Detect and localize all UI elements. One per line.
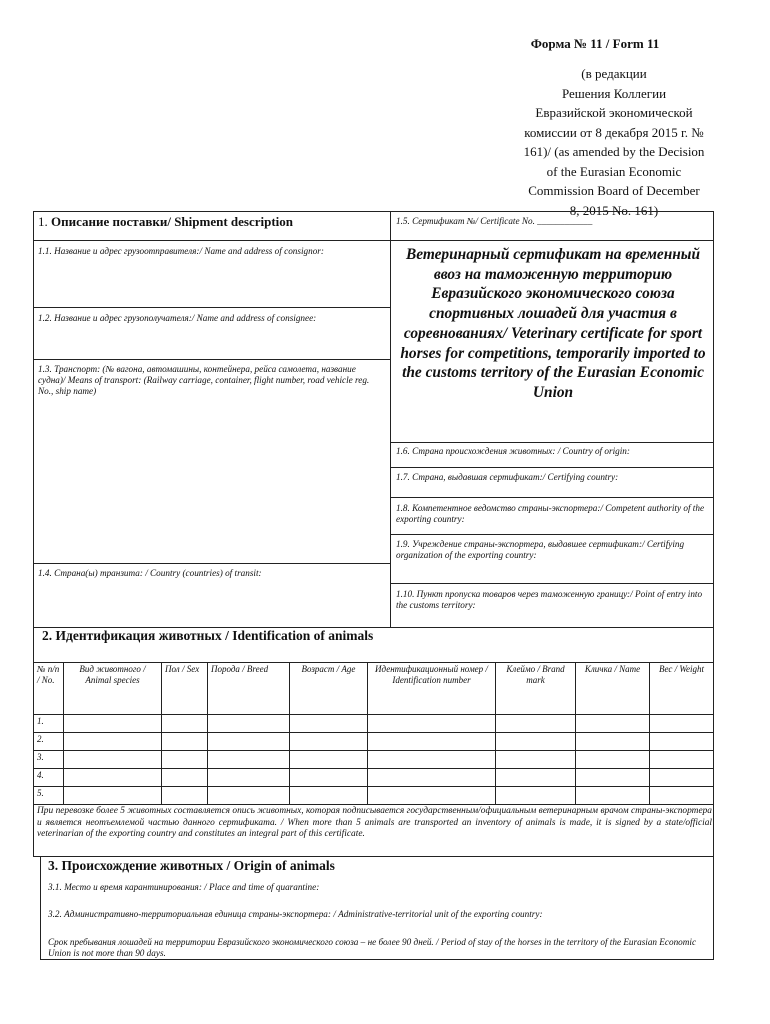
hline bbox=[33, 563, 391, 564]
table-row[interactable] bbox=[34, 733, 714, 751]
certificate-number-field[interactable]: 1.5. Сертификат №/ Certificate No. ____________ bbox=[396, 216, 593, 226]
amendment-line: 161)/ (as amended by the Decision bbox=[523, 144, 705, 159]
hline bbox=[390, 467, 714, 468]
row-number: 5. bbox=[34, 787, 64, 805]
amendment-line: (в редакции bbox=[581, 66, 647, 81]
amendment-line: 8, 2015 No. 161) bbox=[569, 202, 659, 218]
table-row[interactable] bbox=[34, 787, 714, 805]
row-number: 4. bbox=[34, 769, 64, 787]
hline bbox=[33, 307, 391, 308]
hline bbox=[33, 359, 391, 360]
section3-title: 3. Происхождение животных / Origin of animals bbox=[48, 858, 335, 873]
column-header: Идентификационный номер / Identification number bbox=[368, 663, 496, 715]
column-header: Возраст / Age bbox=[290, 663, 368, 715]
column-header: Пол / Sex bbox=[162, 663, 208, 715]
table-row[interactable] bbox=[34, 715, 714, 733]
origin-country-field[interactable]: 1.6. Страна происхождения животных: / Country of origin: bbox=[396, 446, 630, 456]
certifying-organization-field[interactable]: 1.9. Учреждение страны-экспортера, выдавшее сертификат:/ Certifying organization of the exporting country: bbox=[396, 539, 685, 560]
hline bbox=[33, 240, 391, 241]
transport-field[interactable]: 1.3. Транспорт: (№ вагона, автомашины, контейнера, рейса самолета, название судна)/ Means of transport: (Railway carriage, container, flight number, road vehicle reg. No., ship name) bbox=[38, 364, 370, 396]
consignee-field[interactable]: 1.2. Название и адрес грузополучателя:/ Name and address of consignee: bbox=[38, 313, 317, 323]
column-header: Кличка / Name bbox=[576, 663, 650, 715]
section1-title-text: Описание поставки/ Shipment description bbox=[51, 214, 294, 229]
amendment-line: комиссии от 8 декабря 2015 г. № bbox=[524, 124, 704, 140]
amendment-note bbox=[500, 64, 728, 220]
table-header-row bbox=[34, 663, 714, 715]
amendment-line: Commission Board of December bbox=[528, 183, 700, 198]
amendment-line: of the Eurasian Economic bbox=[546, 163, 682, 179]
column-header: Вид животного / Animal species bbox=[64, 663, 162, 715]
table-row[interactable] bbox=[34, 751, 714, 769]
row-number: 3. bbox=[34, 751, 64, 769]
section1-divider bbox=[390, 211, 391, 628]
column-header: № п/п / No. bbox=[34, 663, 64, 715]
consignor-field[interactable]: 1.1. Название и адрес грузоотправителя:/ Name and address of consignor: bbox=[38, 246, 324, 256]
hline bbox=[390, 497, 714, 498]
admin-unit-field[interactable]: 3.2. Административно-территориальная единица страны-экспортера: / Administrative-territorial unit of the exporting country: bbox=[48, 909, 543, 919]
amendment-line: Решения Коллегии bbox=[561, 85, 667, 101]
inventory-note: При перевозке более 5 животных составляется опись животных, которая подписывается государственным/официальным ветеринарным врачом страны-экспортера и является неотъемлемой частью данного сертификата. / When more than 5 animals are transported an inventory of animals is made, it is signed by a state/official veterinarian of the exporting country and constitutes an integral part of this certificate. bbox=[37, 806, 712, 839]
certifying-country-field[interactable]: 1.7. Страна, выдавшая сертификат:/ Certifying country: bbox=[396, 472, 619, 482]
row-number: 1. bbox=[34, 715, 64, 733]
section1-number: 1. bbox=[38, 214, 48, 229]
stay-period-note: Срок пребывания лошадей на территории Евразийского экономического союза – не более 90 дней. / Period of stay of the horses in the territory of the Eurasian Economic Union is not more than 90 days. bbox=[48, 937, 697, 958]
certificate-title: Ветеринарный сертификат на временный ввоз на таможенную территорию Евразийского экономического союза спортивных лошадей для участия в соревнованиях/ Veterinary certificate for sport horses for competitions, temporarily imported to the customs territory of the Eurasian Economic Union bbox=[400, 246, 706, 401]
entry-point-field[interactable]: 1.10. Пункт пропуска товаров через таможенную границу:/ Point of entry into the customs territory: bbox=[396, 589, 703, 610]
column-header: Порода / Breed bbox=[208, 663, 290, 715]
column-header: Вес / Weight bbox=[650, 663, 714, 715]
column-header: Клеймо / Brand mark bbox=[496, 663, 576, 715]
form-title: Форма № 11 / Form 11 bbox=[530, 36, 660, 51]
section2-title: 2. Идентификация животных / Identification of animals bbox=[42, 628, 374, 643]
hline bbox=[390, 583, 714, 584]
amendment-line: Евразийской экономической bbox=[535, 105, 693, 120]
hline bbox=[390, 442, 714, 443]
table-row[interactable] bbox=[34, 769, 714, 787]
transit-field[interactable]: 1.4. Страна(ы) транзита: / Country (countries) of transit: bbox=[38, 568, 262, 578]
row-number: 2. bbox=[34, 733, 64, 751]
hline bbox=[390, 534, 714, 535]
quarantine-field[interactable]: 3.1. Место и время карантинирования: / Place and time of quarantine: bbox=[48, 882, 320, 892]
animals-table bbox=[33, 662, 714, 805]
competent-authority-field[interactable]: 1.8. Компетентное ведомство страны-экспортера:/ Competent authority of the exporting country: bbox=[396, 503, 705, 524]
hline bbox=[390, 240, 714, 241]
section1-title bbox=[38, 214, 388, 230]
